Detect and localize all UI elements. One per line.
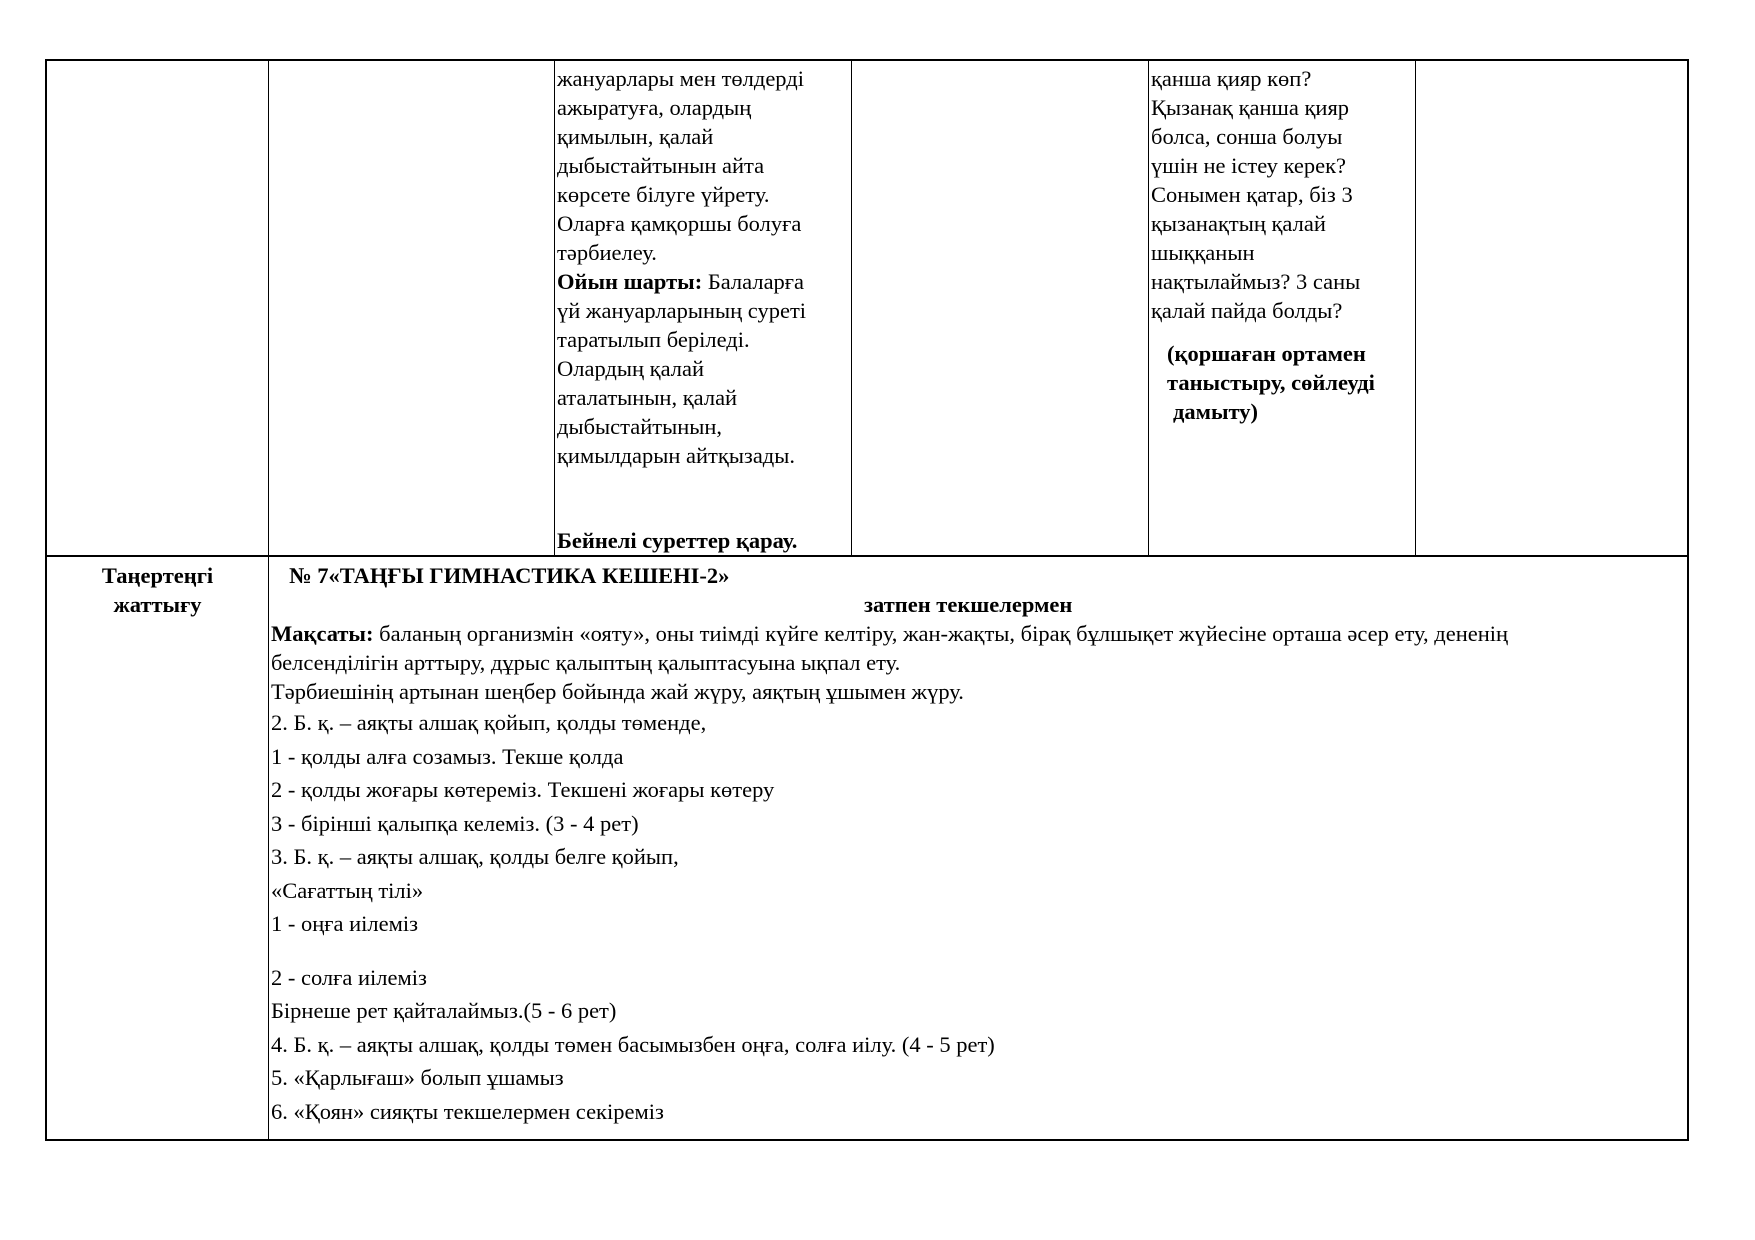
cell-empty-6 <box>1416 61 1687 555</box>
exercise-line: 2. Б. қ. – аяқты алшақ қойып, қолды төменде, <box>271 710 707 735</box>
pictures-heading: Бейнелі суреттер қарау. <box>557 528 798 553</box>
game-rule-first: Балаларға <box>702 269 805 294</box>
col5-line: үшін не істеу керек? <box>1151 153 1347 178</box>
exercise-line: 2 - қолды жоғары көтереміз. Текшені жоғары көтеру <box>271 777 775 802</box>
walk-text: Тәрбиешінің артынан шеңбер бойында жай жүру, аяқтың ұшымен жүру. <box>271 679 964 704</box>
col3-line: Оларға қамқоршы болуға <box>557 211 802 236</box>
col5-line: қызанақтың қалай <box>1151 211 1326 236</box>
game-rule-label: Ойын шарты: <box>557 269 703 294</box>
cell-empty-4 <box>852 61 1149 555</box>
cell-empty-1 <box>47 61 269 555</box>
aim-line <box>271 619 1687 648</box>
cell-game-description <box>555 61 852 555</box>
exercise-line: 5. «Қарлығаш» болып ұшамыз <box>271 1065 564 1090</box>
game-rule-text: аталатынын, қалай <box>557 385 738 410</box>
col3-line: жануарлары мен төлдерді <box>557 66 804 91</box>
subject-note: таныстыру, сөйлеуді <box>1167 370 1375 395</box>
exercise-line: Бірнеше рет қайталаймыз.(5 - 6 рет) <box>271 998 617 1023</box>
row-label-morning-exercise <box>47 557 269 1139</box>
exercise-line: 3 - бірінші қалыпқа келеміз. (3 - 4 рет) <box>271 810 639 836</box>
row-label-line: жаттығу <box>113 592 202 617</box>
exercise-line: 4. Б. қ. – аяқты алшақ, қолды төмен басымызбен оңға, солға иілу. (4 - 5 рет) <box>271 1031 995 1057</box>
gymnastics-title: № 7«ТАҢҒЫ ГИМНАСТИКА КЕШЕНІ-2» <box>289 563 730 588</box>
exercise-line: 6. «Қоян» сияқты текшелермен секіреміз <box>271 1098 664 1124</box>
gymnastics-subtitle: затпен текшелермен <box>864 592 1073 617</box>
exercise-line: «Сағаттың тілі» <box>271 877 424 903</box>
subject-note: дамыту) <box>1173 399 1259 424</box>
col3-line: ажыратуға, олардың <box>557 95 752 120</box>
game-rule-text: Олардың қалай <box>557 356 705 381</box>
col3-line: көрсете білуге үйрету. <box>557 182 770 207</box>
exercise-line: 3. Б. қ. – аяқты алшақ, қолды белге қойып, <box>271 844 679 869</box>
col5-line: шыққанын <box>1151 240 1255 265</box>
table-row-activities <box>45 59 1689 557</box>
game-rule-text: үй жануарларының суреті <box>557 298 807 323</box>
game-rule-line <box>557 267 851 296</box>
game-rule-text: дыбыстайтынын, <box>557 414 723 439</box>
cell-gymnastics-content <box>269 557 1687 1139</box>
col5-line: қанша қияр көп? <box>1151 66 1312 91</box>
table-row-morning-exercise <box>45 557 1689 1141</box>
aim-label: Мақсаты: <box>271 621 374 646</box>
col3-line: қимылын, қалай <box>557 124 714 149</box>
col5-line: Қызанақ қанша қияр <box>1151 95 1350 120</box>
col5-line: қалай пайда болды? <box>1151 298 1343 323</box>
game-rule-text: қимылдарын айтқызады. <box>557 443 795 468</box>
cell-empty-2 <box>269 61 555 555</box>
col5-line: нақтылаймыз? 3 саны <box>1151 269 1361 294</box>
exercise-line: 2 - солға иілеміз <box>271 964 427 990</box>
plan-table <box>45 59 1689 1141</box>
aim-text-cont: белсенділігін арттыру, дұрыс қалыптың қалыптасуына ықпал ету. <box>271 650 901 675</box>
col5-line: болса, сонша болуы <box>1151 124 1343 149</box>
row-label-line: Таңертеңгі <box>101 563 214 588</box>
exercise-line: 1 - оңға иілеміз <box>271 911 419 936</box>
col3-line: дыбыстайтынын айта <box>557 153 765 178</box>
aim-text: баланың организмін «ояту», оны тиімді күйге келтіру, жан-жақты, бірақ бұлшықет жүйесіне орташа әсер ету, дененің <box>373 621 1509 646</box>
cell-math-questions <box>1149 61 1416 555</box>
col5-line: Сонымен қатар, біз 3 <box>1151 182 1353 207</box>
exercise-line: 1 - қолды алға созамыз. Текше қолда <box>271 743 624 769</box>
col3-line: тәрбиелеу. <box>557 240 657 265</box>
subject-note: (қоршаған ортамен <box>1167 341 1366 366</box>
game-rule-text: таратылып беріледі. <box>557 327 750 352</box>
